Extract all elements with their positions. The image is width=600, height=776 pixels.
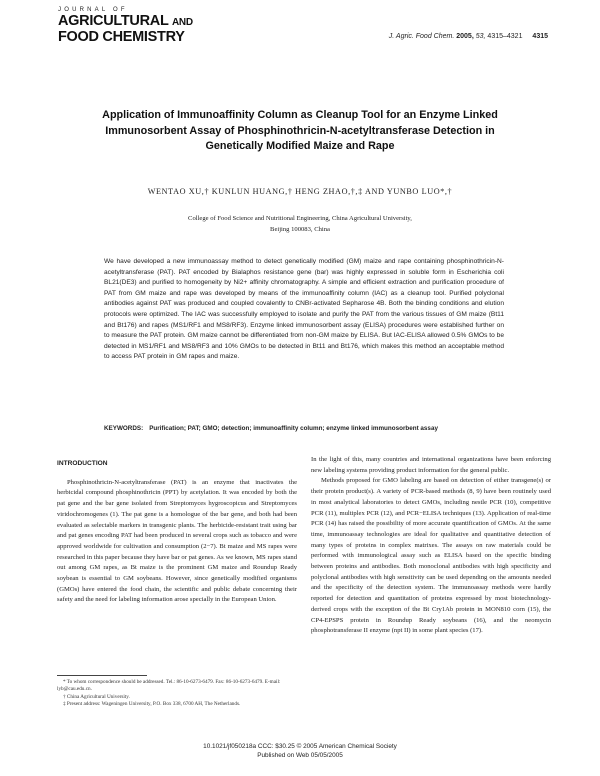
intro-paragraph-3: Methods proposed for GMO labeling are based on detection of either transgene(s) or their protein product(s). A variety of PCR-based methods (8, 9) have been routinely used in most analytical laboratories to detect GMOs, including nestle PCR (10), competitive PCR (11), multiplex PCR (12), and PCR−ELISA techniques (13). Application of real-time PCR (14) has raised the possibility of more accurate quantification of GMOs. At the same time, immunoassay technologies are ideal for qualitative and quantitative detection of many types of proteins in complex matrixes. The assays on raw materials could be performed with immunological assay such as ELISA based on the specific binding between proteins and antibodies. Both monoclonal antibodies with high specificity and polyclonal antibodies with high sensitivity can be used depending on the amounts needed and the specificity of the detection system. The immunoassay methods were hardly reported for detection and quantitation of proteins expressed by most biotechnology-derived crops with the exception of the Bt Cry1Ab protein in MON810 corn (15), the CP4-EPSPS protein in Roundup Ready soybeans (16), and the neomycin phosphotransferase II enzyme (npt II) in some plant species (17).: [311, 477, 551, 635]
journal-logo-line2: FOOD CHEMISTRY: [58, 29, 185, 45]
right-column: [311, 455, 551, 637]
footnote-rule: [57, 675, 147, 676]
page-number: 4315: [532, 33, 548, 40]
citation-header: [389, 33, 548, 40]
footnote-present-address: ‡ Present address: Wageningen University, P.O. Box 338, 6700 AH, The Netherlands.: [63, 701, 241, 708]
keywords-text: Purification; PAT; GMO; detection; immunoaffinity column; enzyme linked immunosorbent assay: [149, 425, 438, 432]
footnote-correspondence: * To whom correspondence should be addressed. Tel.: 86-10-6273-6479. Fax: 86-10-6273-6479. E-mail: lyb@cau.edu.cn.: [57, 679, 281, 693]
citation-pages: 4315–4321: [487, 33, 523, 40]
keywords-label: KEYWORDS:: [104, 425, 144, 432]
doi-line: 10.1021/jf050218a CCC: $30.25 © 2005 American Chemical Society: [203, 743, 397, 750]
intro-paragraph-1: Phosphinothricin-N-acetyltransferase (PAT) is an enzyme that inactivates the herbicidal compound phosphinothricin (PPT) by acetylation. It was encoded by both the pat gene and the bar gene isolated from Streptomyces hygroscopicus and Streptomyces viridochromogenes (1). The pat gene is a homologue of the bar gene, and both had been evaluated as selectable markers in transgenic plants. The herbicide-resistant trait using bar and pat genes encoding PAT had been produced in several crops such as tobacco and were approved worldwide for cultivation and consumption (2−7). Bt maize and MS rapes were researched in this paper because they have bar or pat genes. As we known, MS rapes stand out among GM rapes, as Bt maize is the prominent GM maize and Roundup Ready soybean is essential to GM soybeans. However, since genetically modified organisms (GMOs) have entered the food chain, the scientific and public debate concerning their safety and the need for labeling information arose specially in the European Union.: [57, 478, 297, 604]
journal-abbrev: J. Agric. Food Chem.: [388, 33, 455, 40]
abstract: [104, 257, 504, 363]
journal-logo-top: JOURNAL OF: [58, 7, 128, 13]
journal-logo-line1: [58, 14, 218, 30]
keywords: [104, 424, 504, 434]
abstract-text: We have developed a new immunoassay method to detect genetically modified (GM) maize and rape containing phosphinothricin-N-acetyltransferase (PAT). PAT encoded by Bialaphos resistance gene (bar) was highly expressed in soluble form in Escherichia coli BL21(DE3) and purified to homogeneity by Ni2+ affinity chromatography. A simple and efficient extraction and purification procedure of PAT from GM maize and rape was developed by means of the immunoaffinity column (IAC) as a cleanup tool. Purified polyclonal antibodies against PAT was produced and coupled covalently to CNBr-activated Sepharose 4B. Both the binding conditions and elution protocols were optimized. The IAC was successfully employed to isolate and purify the PAT from the various tissues of GM maize (Bt11 and Bt176) and rapes (MS1/RF1 and MS8/RF3). Enzyme linked immunosorbent assay (ELISA) procedures were established further on to measure the PAT protein. GM maize cannot be differentiated from non-GM maize by ELISA. But IAC-ELISA allowed 0.5% GMOs to be detected in MS1/RF1 and MS8/RF3 and 10% GMOs to be detected in Bt11 and Bt176, which makes this method an acceptable method to access PAT protein in GM rapes and maize.: [104, 258, 504, 361]
footnote-affiliation: † China Agricultural University.: [63, 693, 130, 700]
footnotes: [57, 675, 302, 709]
affiliation: [120, 214, 480, 235]
journal-logo-and: AND: [171, 17, 193, 28]
published-line: Published on Web 05/05/2005: [257, 752, 343, 759]
affiliation-line2: Beijing 100083, China: [270, 225, 330, 233]
intro-paragraph-2: In the light of this, many countries and international organizations have been enforcing new labeling systems providing product information for the general public.: [311, 456, 551, 474]
affiliation-line1: College of Food Science and Nutritional Engineering, China Agricultural University,: [188, 215, 412, 222]
left-column: [57, 455, 297, 606]
article-title: Application of Immunoaffinity Column as Cleanup Tool for an Enzyme Linked Immunosorbent Assay of Phosphinothricin-N-acetyltransferase Detection in Genetically Modified Maize and Rape: [102, 109, 498, 152]
introduction-heading: INTRODUCTION: [57, 460, 108, 467]
journal-logo: [58, 7, 218, 45]
journal-logo-agricultural: AGRICULTURAL: [58, 13, 169, 29]
citation-volume: 53,: [475, 33, 486, 40]
author-list: WENTAO XU,† KUNLUN HUANG,† HENG ZHAO,†,‡ AND YUNBO LUO*,†: [147, 187, 453, 196]
citation-year: 2005,: [456, 33, 474, 40]
publication-info: [0, 742, 600, 760]
